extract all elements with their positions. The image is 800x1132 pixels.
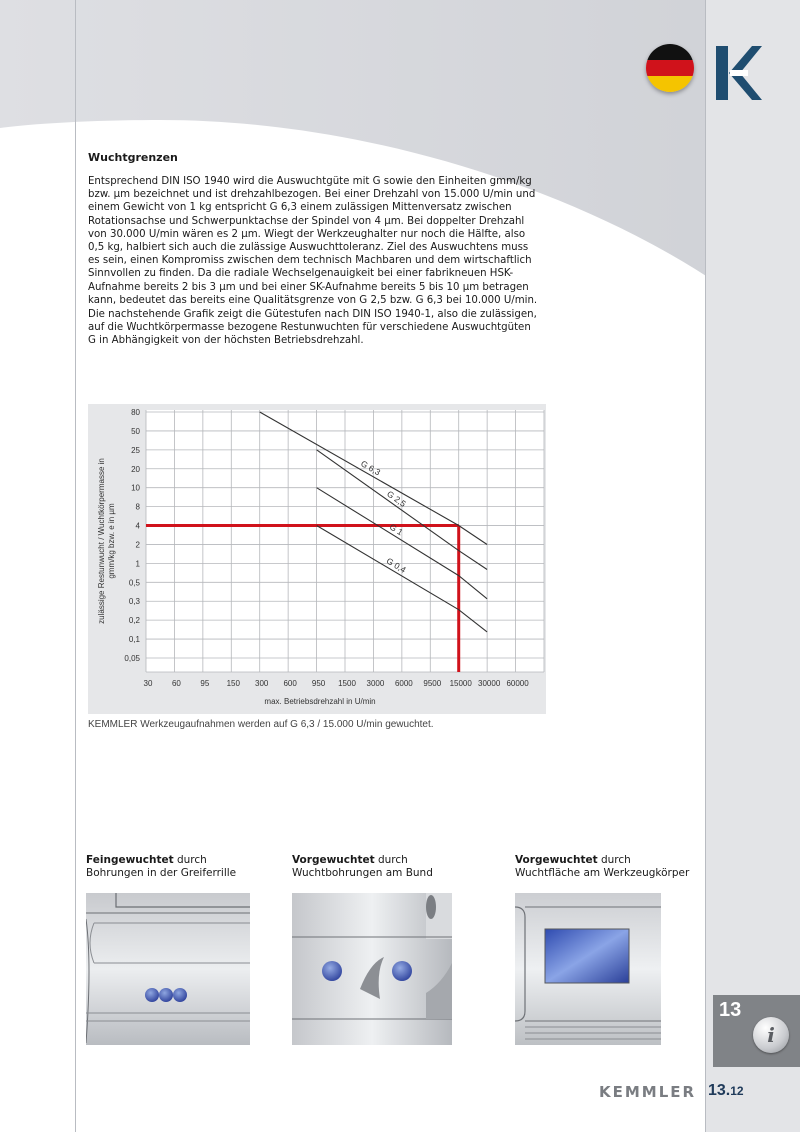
feature-line2: Bohrungen in der Greiferrille bbox=[86, 867, 237, 879]
y-tick-label: 0,5 bbox=[128, 578, 140, 588]
gripper-groove-holes-image bbox=[86, 893, 250, 1045]
x-axis-label: max. Betriebsdrehzahl in U/min bbox=[264, 697, 376, 706]
x-tick-label: 600 bbox=[283, 679, 297, 688]
balancing-surface-image bbox=[515, 893, 661, 1045]
paragraph-chart-description: Die nachstehende Grafik zeigt die Gütestufen nach DIN ISO 1940-1, also die zulässigen, auf die Wuchtkörpermasse bezogene Restunwuchten für verschiedene Auswuchtgüten G in Abhängigkeit von der höchsten Betriebsdrehzahl. bbox=[88, 309, 537, 347]
x-tick-label: 15000 bbox=[449, 679, 472, 688]
x-tick-label: 3000 bbox=[366, 679, 385, 688]
series-label: G 1 bbox=[387, 521, 405, 538]
y-tick-label: 0,2 bbox=[128, 616, 140, 626]
x-tick-label: 950 bbox=[311, 679, 326, 688]
page-minor: 12 bbox=[730, 1084, 744, 1098]
feature-label-pre-balanced-collar bbox=[292, 854, 482, 880]
y-tick-label: 1 bbox=[135, 559, 140, 569]
collar-holes-image bbox=[292, 893, 452, 1045]
feature-rest: durch bbox=[597, 854, 631, 866]
right-margin-panel bbox=[705, 0, 800, 1132]
x-tick-label: 30000 bbox=[478, 679, 501, 688]
feature-rest: durch bbox=[173, 854, 207, 866]
page-number bbox=[708, 1082, 744, 1100]
left-margin-rule bbox=[75, 0, 76, 1132]
x-tick-label: 30 bbox=[143, 679, 153, 688]
y-tick-label: 0,3 bbox=[128, 597, 140, 607]
paragraph-intro: Entsprechend DIN ISO 1940 wird die Auswuchtgüte mit G sowie den Einheiten gmm/kg bzw. µm bezeichnet und ist drehzahlbezogen. Bei einer Drehzahl von 15.000 U/min und einem Gewicht von 1 kg entspricht G 6,3 einem zulässigen Mittenversatz zwischen Rotationsachse und Schwerpunktachse der Spindel von 4 µm. Bei doppelter Drehzahl von 30.000 U/min wären es 2 µm. Wiegt der Werkzeughalter nur noch die Hälfte, also 0,5 kg, halbiert sich auch die zulässige Auswuchttoleranz. Ziel des Auswuchtens muss es sein, einen Kompromiss zwischen dem technisch Machbaren und dem wirtschaftlich Sinnvollen zu finden. Da die radiale Wechselgenauigkeit bei einer fabrikneuen HSK-Aufnahme bereits 2 bis 3 µm und bei einer SK-Aufnahme bereits 5 bis 10 µm betragen kann, bedeutet das bereits eine Qualitätsgrenze von G 2,5 bzw. G 6,3 bei 10.000 U/min. bbox=[88, 176, 538, 306]
y-tick-label: 25 bbox=[131, 445, 140, 455]
feature-line2: Wuchtfläche am Werkzeugkörper bbox=[515, 867, 690, 879]
y-tick-label: 0,1 bbox=[128, 635, 140, 645]
kemmler-k-logo bbox=[716, 46, 762, 100]
x-tick-label: 9500 bbox=[423, 679, 442, 688]
x-tick-label: 95 bbox=[200, 679, 210, 688]
series-label: G 6,3 bbox=[359, 458, 383, 478]
balancing-chart bbox=[88, 404, 546, 714]
x-tick-label: 6000 bbox=[394, 679, 413, 688]
y-tick-label: 10 bbox=[131, 483, 140, 493]
feature-bold: Vorgewuchtet bbox=[515, 854, 598, 866]
section-title: Wuchtgrenzen bbox=[88, 151, 178, 164]
x-tick-label: 60 bbox=[171, 679, 181, 688]
y-tick-label: 2 bbox=[135, 540, 140, 550]
chapter-number: 13 bbox=[719, 999, 742, 1021]
feature-rest: durch bbox=[374, 854, 408, 866]
y-tick-label: 0,05 bbox=[124, 654, 140, 663]
series-label: G 2,5 bbox=[385, 488, 408, 509]
page-major: 13. bbox=[708, 1082, 731, 1099]
info-icon[interactable]: i bbox=[753, 1017, 789, 1053]
x-tick-label: 300 bbox=[255, 679, 269, 688]
feature-label-pre-balanced-surface bbox=[515, 854, 705, 880]
feature-bold: Vorgewuchtet bbox=[292, 854, 375, 866]
german-flag-icon bbox=[646, 44, 694, 92]
x-tick-label: 60000 bbox=[506, 679, 529, 688]
feature-line2: Wuchtbohrungen am Bund bbox=[292, 867, 433, 879]
chart-svg bbox=[88, 404, 546, 714]
chapter-tab[interactable] bbox=[713, 995, 800, 1067]
y-tick-label: 4 bbox=[135, 521, 140, 531]
series-label: G 0,4 bbox=[384, 555, 408, 575]
footer-brand: KEMMLER bbox=[599, 1083, 697, 1101]
feature-bold: Feingewuchtet bbox=[86, 854, 174, 866]
chart-caption: KEMMLER Werkzeugaufnahmen werden auf G 6,3 / 15.000 U/min gewuchtet. bbox=[88, 719, 434, 730]
y-tick-label: 8 bbox=[135, 502, 140, 512]
y-axis-label: zulässige Restunwucht / Wuchtkörpermasse ingmm/kg bzw. e in µm bbox=[97, 458, 116, 624]
feature-label-fine-balanced bbox=[86, 854, 276, 880]
x-tick-label: 1500 bbox=[338, 679, 356, 688]
x-tick-label: 150 bbox=[226, 679, 240, 688]
y-tick-label: 20 bbox=[131, 464, 140, 474]
y-tick-label: 50 bbox=[131, 426, 140, 436]
y-tick-label: 80 bbox=[131, 408, 140, 417]
